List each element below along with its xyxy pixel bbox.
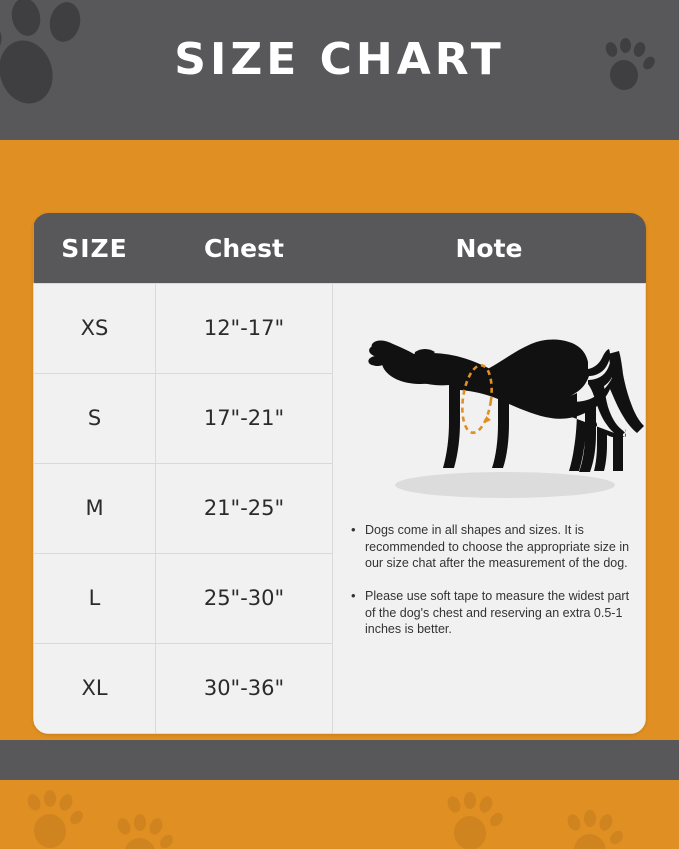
cell-size: M bbox=[34, 463, 156, 553]
column-header-note: Note bbox=[333, 213, 646, 284]
cell-chest: 17"-21" bbox=[156, 373, 333, 463]
cell-size: XS bbox=[34, 284, 156, 374]
size-chart-table bbox=[33, 213, 646, 734]
paw-print-icon bbox=[20, 790, 90, 849]
bottom-bar bbox=[0, 740, 679, 780]
paw-print-icon bbox=[110, 814, 180, 849]
dog-illustration bbox=[351, 290, 631, 522]
cell-chest: 12"-17" bbox=[156, 284, 333, 374]
paw-print-icon bbox=[560, 810, 630, 849]
column-header-chest: Chest bbox=[156, 213, 333, 284]
page-title: SIZE CHART bbox=[174, 34, 505, 85]
cell-size: L bbox=[34, 553, 156, 643]
table-row bbox=[34, 284, 646, 374]
cell-note bbox=[333, 284, 646, 734]
cell-size: XL bbox=[34, 643, 156, 733]
header-banner bbox=[0, 0, 679, 150]
cell-chest: 25"-30" bbox=[156, 553, 333, 643]
cell-chest: 30"-36" bbox=[156, 643, 333, 733]
table-header-row bbox=[34, 213, 646, 284]
cell-chest: 21"-25" bbox=[156, 463, 333, 553]
note-content bbox=[333, 284, 645, 733]
note-bullet-list bbox=[351, 522, 631, 638]
paw-print-icon bbox=[440, 792, 510, 849]
cell-size: S bbox=[34, 373, 156, 463]
dog-measurement-icon bbox=[357, 304, 646, 509]
table-header bbox=[34, 213, 646, 284]
size-chart-card bbox=[33, 213, 646, 734]
column-header-size: SIZE bbox=[34, 213, 156, 284]
footer-background bbox=[0, 780, 679, 849]
table-body bbox=[34, 284, 646, 734]
note-bullet: • Dogs come in all shapes and sizes. It is recommended to choose the appropriate size in our size chat after the measurement of the dog. bbox=[351, 522, 631, 572]
note-bullet: • Please use soft tape to measure the widest part of the dog's chest and reserving an extra 0.5-1 inches is better. bbox=[351, 588, 631, 638]
